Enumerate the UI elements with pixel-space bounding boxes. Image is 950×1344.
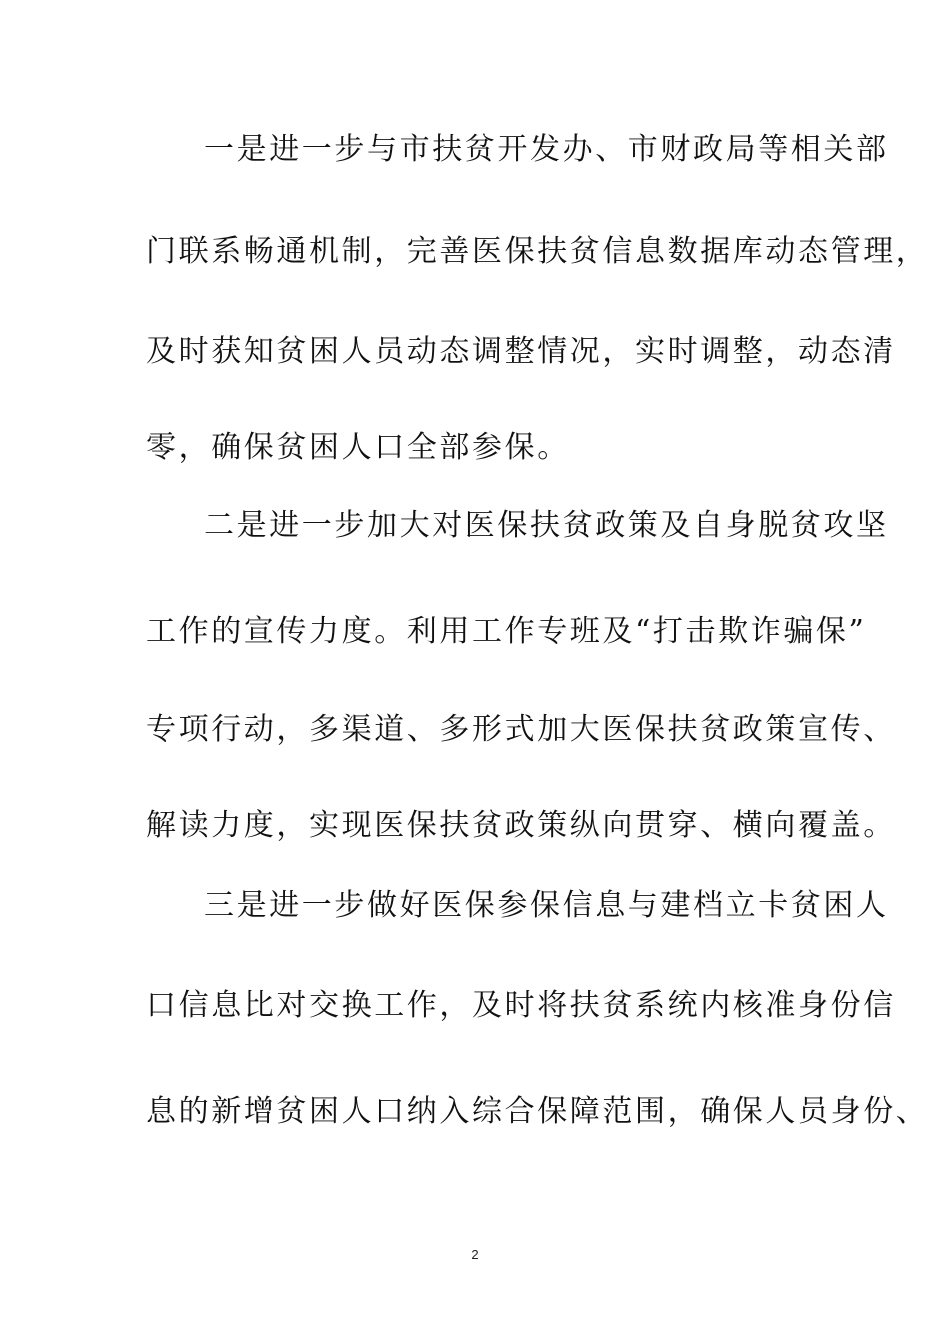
paragraph-1-line-3: 及时获知贫困人员动态调整情况，实时调整，动态清	[146, 334, 896, 369]
paragraph-1-line-2: 门联系畅通机制，完善医保扶贫信息数据库动态管理，	[146, 234, 929, 269]
paragraph-1-line-4: 零，确保贫困人口全部参保。	[146, 430, 570, 465]
paragraph-3-line-2: 口信息比对交换工作，及时将扶贫系统内核准身份信	[146, 988, 896, 1023]
paragraph-3-line-1: 三是进一步做好医保参保信息与建档立卡贫困人	[204, 888, 889, 923]
paragraph-3-line-3: 息的新增贫困人口纳入综合保障范围，确保人员身份、	[146, 1094, 929, 1129]
paragraph-2-line-3: 专项行动，多渠道、多形式加大医保扶贫政策宣传、	[146, 712, 896, 747]
paragraph-2-line-4: 解读力度，实现医保扶贫政策纵向贯穿、横向覆盖。	[146, 808, 896, 843]
paragraph-2-line-1: 二是进一步加大对医保扶贫政策及自身脱贫攻坚	[204, 508, 889, 543]
paragraph-2-line-2: 工作的宣传力度。利用工作专班及“打击欺诈骗保”	[146, 614, 867, 649]
page-number: 2	[471, 1247, 479, 1262]
paragraph-1-line-1: 一是进一步与市扶贫开发办、市财政局等相关部	[204, 132, 889, 167]
